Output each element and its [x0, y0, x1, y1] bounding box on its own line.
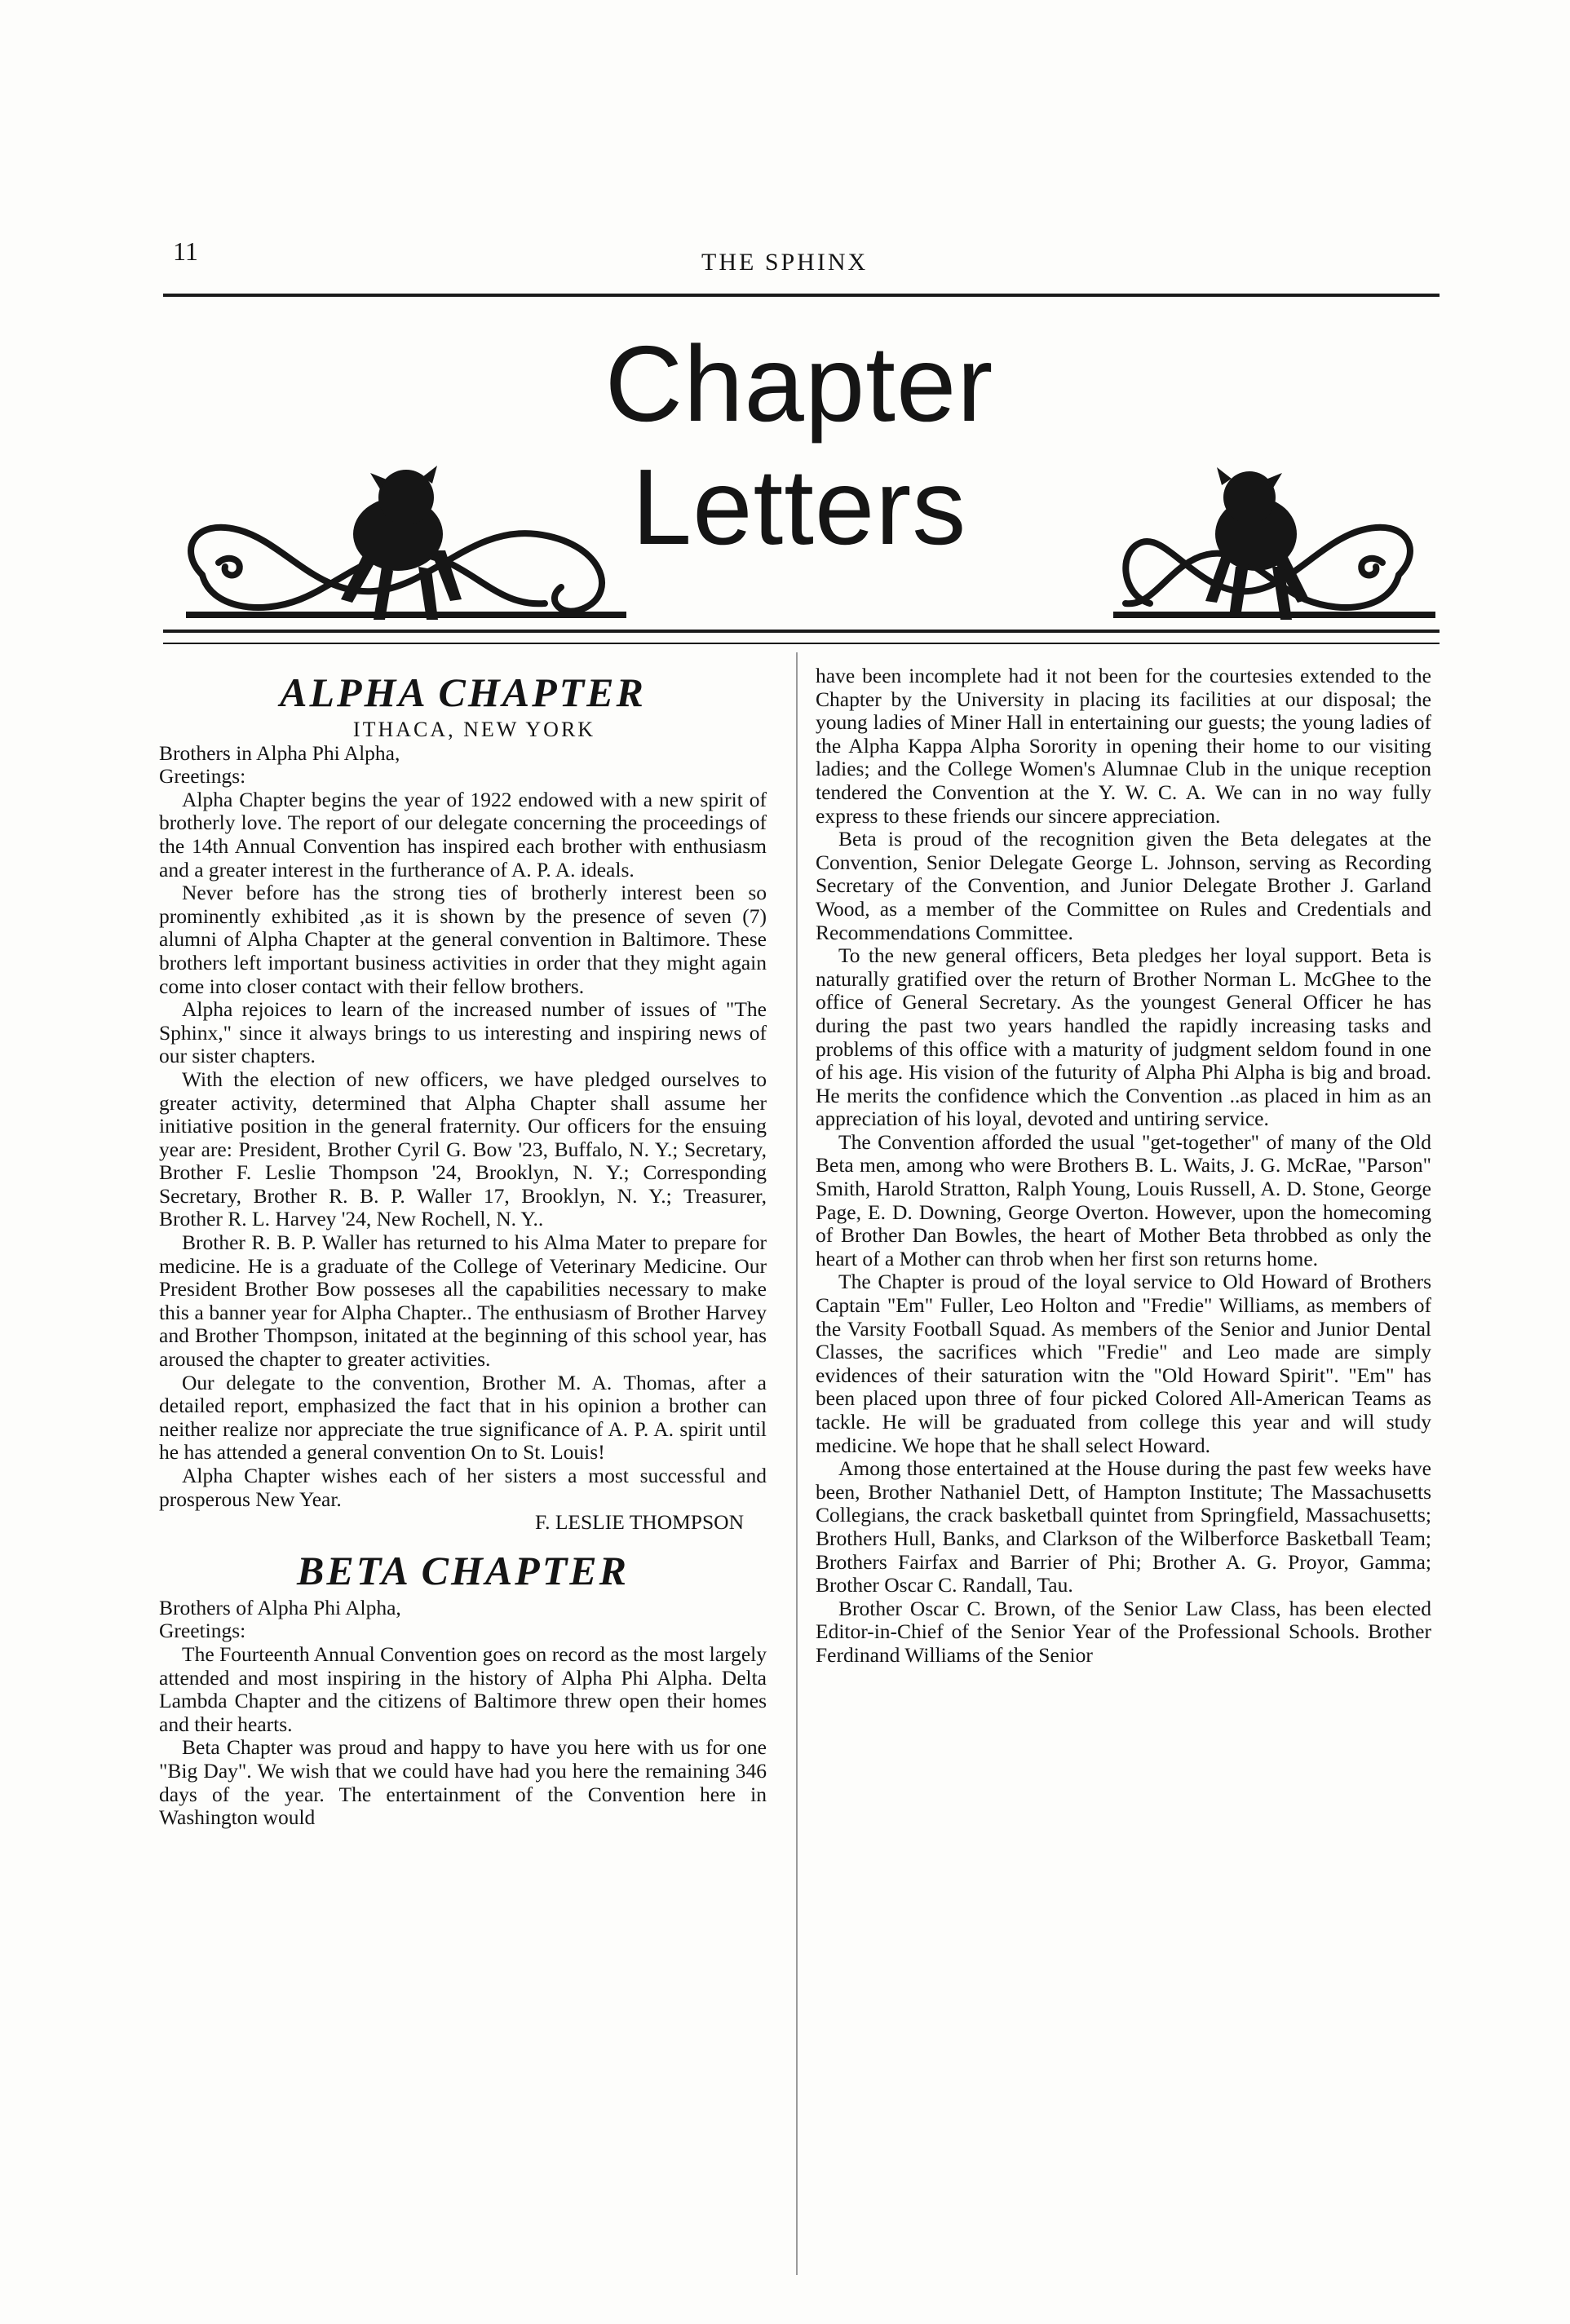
beta-paragraph: The Chapter is proud of the loyal service to Old Howard of Brothers Captain "Em" Fuller, Leo Holton and "Fredie" Williams, as members of the Varsity Football Squad. As members of the Senior and Junior Dental Classes, the sacrifices which "Fredie" and Leo made are simply evidences of their saturation witn the "Old Howard Spirit". "Em" has been placed upon three of four picked Colored All-American Teams as tackle. He will be graduated from college this year and will study medicine. We hope that he shall select Howard. — [816, 1270, 1431, 1457]
alpha-paragraph: Alpha Chapter begins the year of 1922 endowed with a new spirit of brotherly love. The report of our delegate concerning the proceedings of the 14th Annual Convention has inspired each brother with enthusiasm and a greater interest in the furtherance of A. P. A. ideals. — [159, 787, 767, 881]
lion-ornament-right-icon — [1109, 453, 1440, 632]
alpha-paragraph: Our delegate to the convention, Brother M. A. Thomas, after a detailed report, emphasized the fact that in his opinion a brother can neither realize nor appreciate the true significance of A. P. A. spirit until he has attended a general convention On to St. Louis! — [159, 1370, 767, 1465]
beta-paragraph: Brother Oscar C. Brown, of the Senior Law Class, has been elected Editor-in-Chief of the Senior Year of the Professional Schools. Brother Ferdinand Williams of the Senior — [816, 1596, 1431, 1667]
beta-chapter-heading: BETA CHAPTER — [297, 1547, 629, 1593]
beta-paragraph: To the new general officers, Beta pledges her loyal support. Beta is naturally gratified over the return of Brother Norman L. McGhee to the office of General Secretary. As the youngest General Officer he has during the past two years handled the rapidly increasing tasks and problems of this office with a maturity of judgment seldom found in one of his age. His vision of the futurity of Alpha Phi Alpha is big and broad. He merits the confidence which the Convention ..as placed in him as an appreciation of his loyal, devoted and untiring service. — [816, 943, 1431, 1131]
beta-paragraph: The Fourteenth Annual Convention goes on record as the most largely attended and most inspiring in the history of Alpha Phi Alpha. Delta Lambda Chapter and the citizens of Baltimore threw open their homes and their hearts. — [159, 1641, 767, 1736]
beta-greetings: Greetings: — [159, 1619, 246, 1643]
alpha-signature: F. LESLIE THOMPSON — [534, 1510, 744, 1535]
beta-salutation: Brothers of Alpha Phi Alpha, — [159, 1595, 401, 1619]
header-rule — [163, 294, 1440, 297]
section-title: Chapter Letters — [604, 324, 994, 567]
alpha-paragraph: Never before has the strong ties of brotherly interest been so prominently exhibited ,as it is shown by the presence of seven (7) alumni of Alpha Chapter at the general convention in Baltimore. These brothers left important business activities in order that they might again come into closer contact with their fellow brothers. — [159, 881, 767, 998]
beta-paragraph: Beta Chapter was proud and happy to have you here with us for one "Big Day". We wish that we could have had you here the remaining 346 days of the year. The entertainment of the Convention here in Washington would — [159, 1735, 767, 1830]
running-title: THE SPHINX — [701, 249, 869, 276]
alpha-chapter-heading: ALPHA CHAPTER — [280, 669, 646, 715]
right-column — [816, 665, 1431, 1668]
alpha-paragraph: Brother R. B. P. Waller has returned to his Alma Mater to prepare for medicine. He is a graduate of the College of Veterinary Medicine. Our President Brother Bow posseses all the capabilities necessary to make this a banner year for Alpha Chapter.. The enthusiasm of Brother Harvey and Brother Thompson, initated at the beginning of this school year, has aroused the chapter to greater activities. — [159, 1230, 767, 1372]
column-divider — [796, 652, 798, 2275]
divider-rule — [163, 630, 1440, 633]
lion-ornament-left-icon — [161, 453, 651, 632]
page-number: 11 — [173, 236, 198, 266]
alpha-location: ITHACA, NEW YORK — [352, 718, 596, 741]
beta-paragraph: The Convention afforded the usual "get-together" of many of the Old Beta men, among who were Brothers B. L. Waits, J. G. McRae, "Parson" Smith, Harold Stratton, Ralph Young, Louis Russell, A. D. Stone, George Page, E. D. Downing, George Overton. However, upon the homecoming of Brother Dan Bowles, the heart of Mother Beta throbbed as only the heart of a Mother can throb when her first son returns home. — [816, 1129, 1431, 1270]
alpha-greetings: Greetings: — [159, 764, 246, 789]
beta-paragraph: Beta is proud of the recognition given the Beta delegates at the Convention, Senior Delegate George L. Johnson, serving as Recording Secretary of the Convention, and Junior Delegate Brother J. Garland Wood, as a member of the Committee on Rules and Credentials and Recommendations Committee. — [816, 827, 1431, 944]
alpha-salutation: Brothers in Alpha Phi Alpha, — [159, 740, 400, 765]
divider-rule-thin — [163, 643, 1440, 644]
beta-paragraph-continued: have been incomplete had it not been for the courtesies extended to the Chapter by the University in placing its facilities at our disposal; the young ladies of Miner Hall in entertaining our guests; the young ladies of the Alpha Kappa Alpha Sorority in opening their home to our visiting ladies; and the College Women's Alumnae Club in the unique reception tendered the Convention at the Y. W. C. A. We can in no way fully express to these friends our sincere appreciation. — [816, 664, 1431, 828]
left-column — [159, 665, 767, 1830]
alpha-paragraph: Alpha Chapter wishes each of her sisters a most successful and prosperous New Year. — [159, 1464, 767, 1511]
alpha-paragraph: With the election of new officers, we have pledged ourselves to greater activity, determined that Alpha Chapter shall assume her initiative position in the general fraternity. Our officers for the ensuing year are: President, Brother Cyril G. Bow '23, Buffalo, N. Y.; Secretary, Brother F. Leslie Thompson '24, Brooklyn, N. Y.; Corresponding Secretary, Brother R. B. P. Waller 17, Brooklyn, N. Y.; Treasurer, Brother R. L. Harvey '24, New Rochell, N. Y.. — [159, 1067, 767, 1231]
beta-paragraph: Among those entertained at the House during the past few weeks have been, Brother Nathaniel Dett, of Hampton Institute; The Massachusetts Collegians, the crack basketball quintet from Springfield, Massachusetts; Brothers Hull, Banks, and Clarkson of the Wilberforce Basketball Team; Brothers Fairfax and Barrier of Phi; Brother A. G. Proyor, Gamma; Brother Oscar C. Randall, Tau. — [816, 1456, 1431, 1597]
alpha-paragraph: Alpha rejoices to learn of the increased number of issues of "The Sphinx," since it always brings to us interesting and inspiring news of our sister chapters. — [159, 997, 767, 1068]
